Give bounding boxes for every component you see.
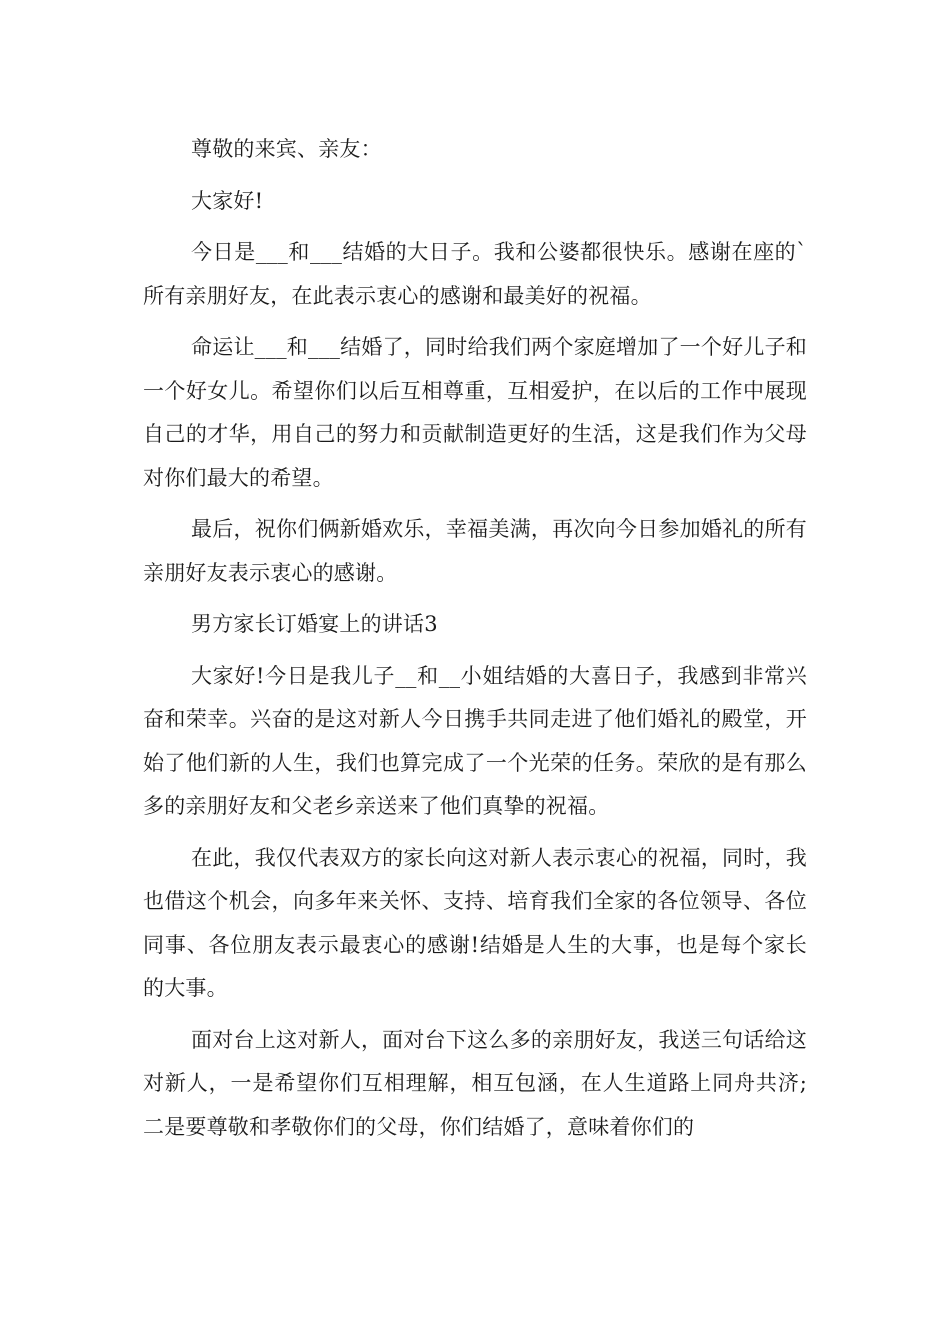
section-heading: 男方家长订婚宴上的讲话3 xyxy=(191,612,438,636)
paragraph-speech-intro: 大家好!今日是我儿子__和__小姐结婚的大喜日子，我感到非常兴奋和荣幸。兴奋的是这对新人今日携手共同走进了他们婚礼的殿堂，开始了他们新的人生，我们也算完成了一个光荣的任务。荣欣的是有那么多的亲朋好友和父老乡亲送来了他们真挚的祝福。 xyxy=(143,663,807,818)
document-body xyxy=(143,128,807,1149)
paragraph-wishes: 命运让___和___结婚了，同时给我们两个家庭增加了一个好儿子和一个好女儿。希望你们以后互相尊重，互相爱护，在以后的工作中展现自己的才华，用自己的努力和贡献制造更好的生活，这是我们作为父母对你们最大的希望。 xyxy=(143,335,807,490)
paragraph-thanks: 今日是___和___结婚的大日子。我和公婆都很快乐。感谢在座的`所有亲朋好友，在此表示衷心的感谢和最美好的祝福。 xyxy=(143,240,807,308)
paragraph-closing: 最后，祝你们俩新婚欢乐，幸福美满，再次向今日参加婚礼的所有亲朋好友表示衷心的感谢。 xyxy=(143,517,807,585)
greeting: 大家好! xyxy=(191,188,264,213)
salutation: 尊敬的来宾、亲友： xyxy=(191,137,382,161)
paragraph-speech-thanks: 在此，我仅代表双方的家长向这对新人表示衷心的祝福，同时，我也借这个机会，向多年来关怀、支持、培育我们全家的各位领导、各位同事、各位朋友表示最衷心的感谢!结婚是人生的大事，也是每个家长的大事。 xyxy=(143,845,807,1000)
paragraph-speech-advice: 面对台上这对新人，面对台下这么多的亲朋好友，我送三句话给这对新人，一是希望你们互相理解，相互包涵，在人生道路上同舟共济;二是要尊敬和孝敬你们的父母，你们结婚了，意味着你们的 xyxy=(143,1027,807,1139)
